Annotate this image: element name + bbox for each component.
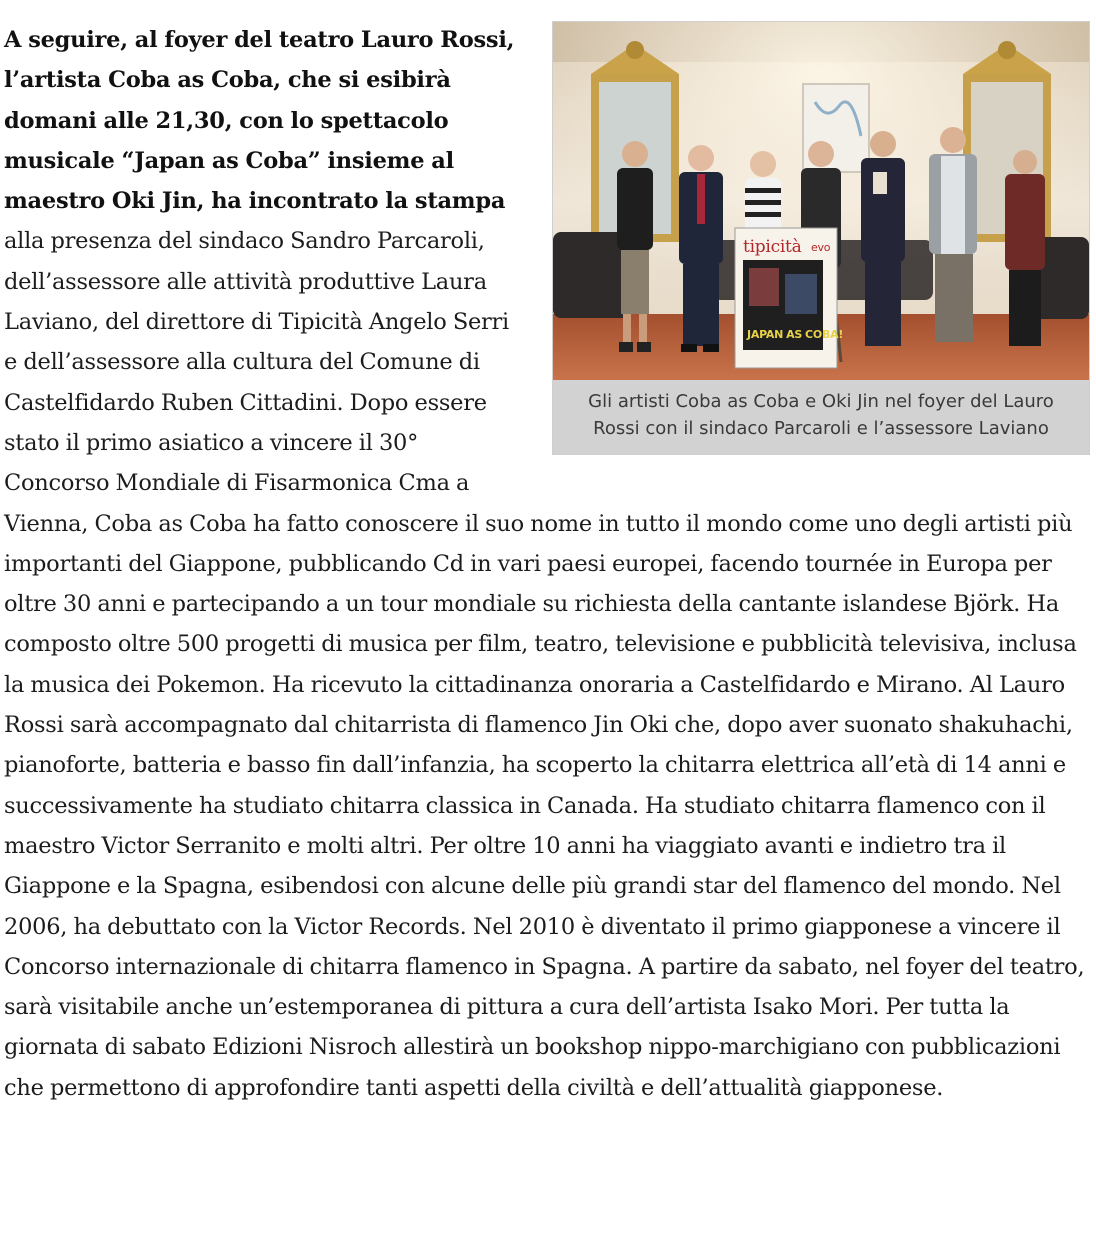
svg-text:evo: evo (811, 241, 831, 254)
person-7 (1005, 150, 1045, 346)
svg-text:tipicità: tipicità (743, 237, 802, 257)
article (4, 20, 1090, 1108)
photo-caption: Gli artisti Coba as Coba e Oki Jin nel foyer del Lauro Rossi con il sindaco Parcaroli e l’assessore Laviano (588, 391, 1054, 439)
article-body: alla presenza del sindaco Sandro Parcaroli, dell’assessore alle attività produttive Laura Laviano, del direttore di Tipicità Angelo Serri e dell’assessore alla cultura del Comune di Castelfidardo Ruben Cittadini. Dopo essere stato il primo asiatico a vincere il 30° Concorso Mondiale di Fisarmonica Cma a Vienna, Coba as Coba ha fatto conoscere il suo nome in tutto il mondo come uno degli artisti più importanti del Giappone, pubblicando Cd in vari paesi europei, facendo tournée in Europa per oltre 30 anni e partecipando a un tour mondiale su richiesta della cantante islandese Björk. Ha composto oltre 500 progetti di musica per film, teatro, televisione e pubblicità televisiva, inclusa la musica dei Pokemon. Ha ricevuto la cittadinanza onoraria a Castelfidardo e Mirano. Al Lauro Rossi sarà accompagnato dal chitarrista di flamenco Jin Oki che, dopo aver suonato shakuhachi, pianoforte, batteria e basso fin dall’infanzia, ha scoperto la chitarra elettrica all’età di 14 anni e successivamente ha studiato chitarra classica in Canada. Ha studiato chitarra flamenco con il maestro Victor Serranito e molti altri. Per oltre 10 anni ha viaggiato avanti e indietro tra il Giappone e la Spagna, esibendosi con alcune delle più grandi star del flamenco del mondo. Nel 2006, ha debuttato con la Victor Records. Nel 2010 è diventato il primo giapponese a vincere il Concorso internazionale di chitarra flamenco in Spagna. A partire da sabato, nel foyer del teatro, sarà visitabile anche un’estemporanea di pittura a cura dell’artista Isako Mori. Per tutta la giornata di sabato Edizioni Nisroch allestirà un bookshop nippo-marchigiano con pubblicazioni che permettono di approfondire tanti aspetti della civiltà e dell’attualità giapponese. (4, 228, 1085, 1101)
tipicita-poster (735, 228, 843, 368)
photo-figure (552, 21, 1090, 455)
person-5 (861, 131, 905, 346)
article-lead: A seguire, al foyer del teatro Lauro Rossi, l’artista Coba as Coba, che si esibirà domani alle 21,30, con lo spettacolo musicale “Japan as Coba” insieme al maestro Oki Jin, ha incontrato la stampa (4, 27, 515, 215)
press-conference-photo (553, 22, 1089, 380)
person-2 (679, 145, 723, 352)
person-6 (929, 127, 977, 342)
svg-text:JAPAN AS COBA!: JAPAN AS COBA! (747, 328, 844, 341)
